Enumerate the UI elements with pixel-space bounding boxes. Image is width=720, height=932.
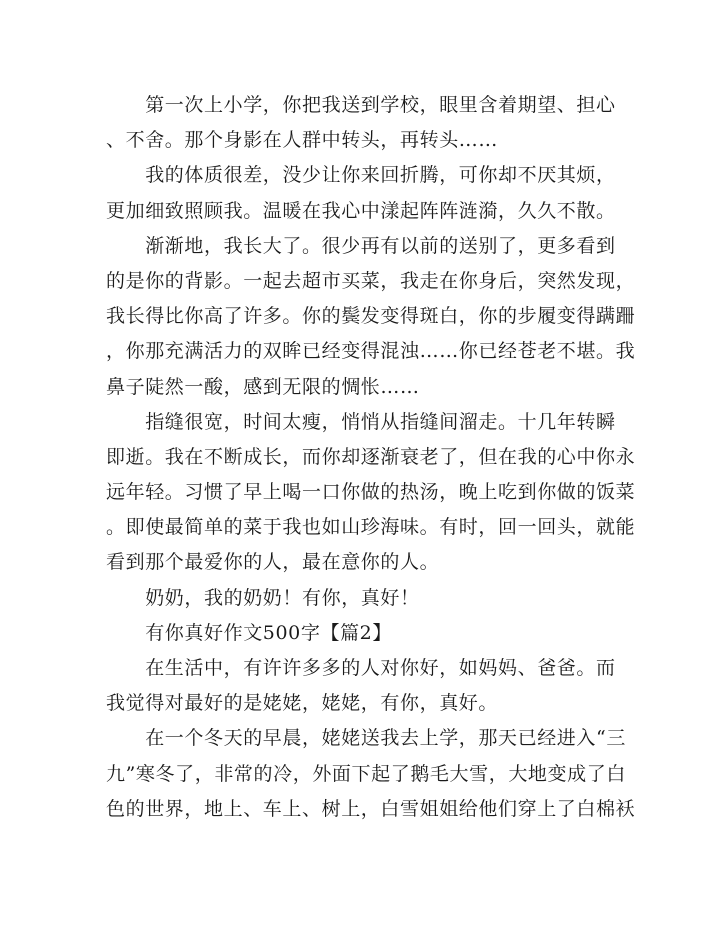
text-line: 奶奶，我的奶奶！有你，真好！: [106, 586, 420, 609]
text-line: 即逝。我在不断成长，而你却逐渐衰老了，但在我的心中你永: [106, 445, 636, 468]
text-line: 指缝很宽，时间太瘦，悄悄从指缝间溜走。十几年转瞬: [106, 410, 616, 433]
text-line: ，你那充满活力的双眸已经变得混浊……你已经苍老不堪。我: [106, 340, 636, 363]
text-line: 第一次上小学，你把我送到学校，眼里含着期望、担心: [106, 94, 616, 116]
text-line: 渐渐地，我长大了。很少再有以前的送别了，更多看到: [106, 234, 616, 257]
text-line: 、不舍。那个身影在人群中转头，再转头……: [106, 129, 499, 152]
text-line: 九”寒冬了，非常的冷，外面下起了鹅毛大雪，大地变成了白: [106, 762, 626, 785]
text-line: 我觉得对最好的是姥姥，姥姥，有你，真好。: [106, 692, 499, 715]
text-line: 鼻子陡然一酸，感到无限的惆怅……: [106, 375, 420, 398]
text-line: 看到那个最爱你的人，最在意你的人。: [106, 551, 440, 574]
text-line: 。即使最简单的菜于我也如山珍海味。有时，回一回头，就能: [106, 516, 636, 539]
text-line: 的是你的背影。一起去超市买菜，我走在你身后，突然发现，: [106, 269, 636, 292]
text-line: 我的体质很差，没少让你来回折腾，可你却不厌其烦，: [106, 164, 616, 187]
section-heading: 有你真好作文500字【篇2】: [106, 621, 392, 644]
text-line: 远年轻。习惯了早上喝一口你做的热汤，晚上吃到你做的饭菜: [106, 481, 636, 504]
text-line: 在一个冬天的早晨，姥姥送我去上学，那天已经进入“三: [106, 727, 626, 750]
essay-text: [106, 88, 636, 827]
text-line: 在生活中，有许许多多的人对你好，如妈妈、爸爸。而: [106, 657, 616, 679]
text-line: 我长得比你高了许多。你的鬓发变得斑白，你的步履变得蹒跚: [106, 305, 636, 328]
text-line: 色的世界，地上、车上、树上，白雪姐姐给他们穿上了白棉袄: [106, 797, 636, 820]
text-line: 更加细致照顾我。温暖在我心中漾起阵阵涟漪，久久不散。: [106, 199, 616, 222]
